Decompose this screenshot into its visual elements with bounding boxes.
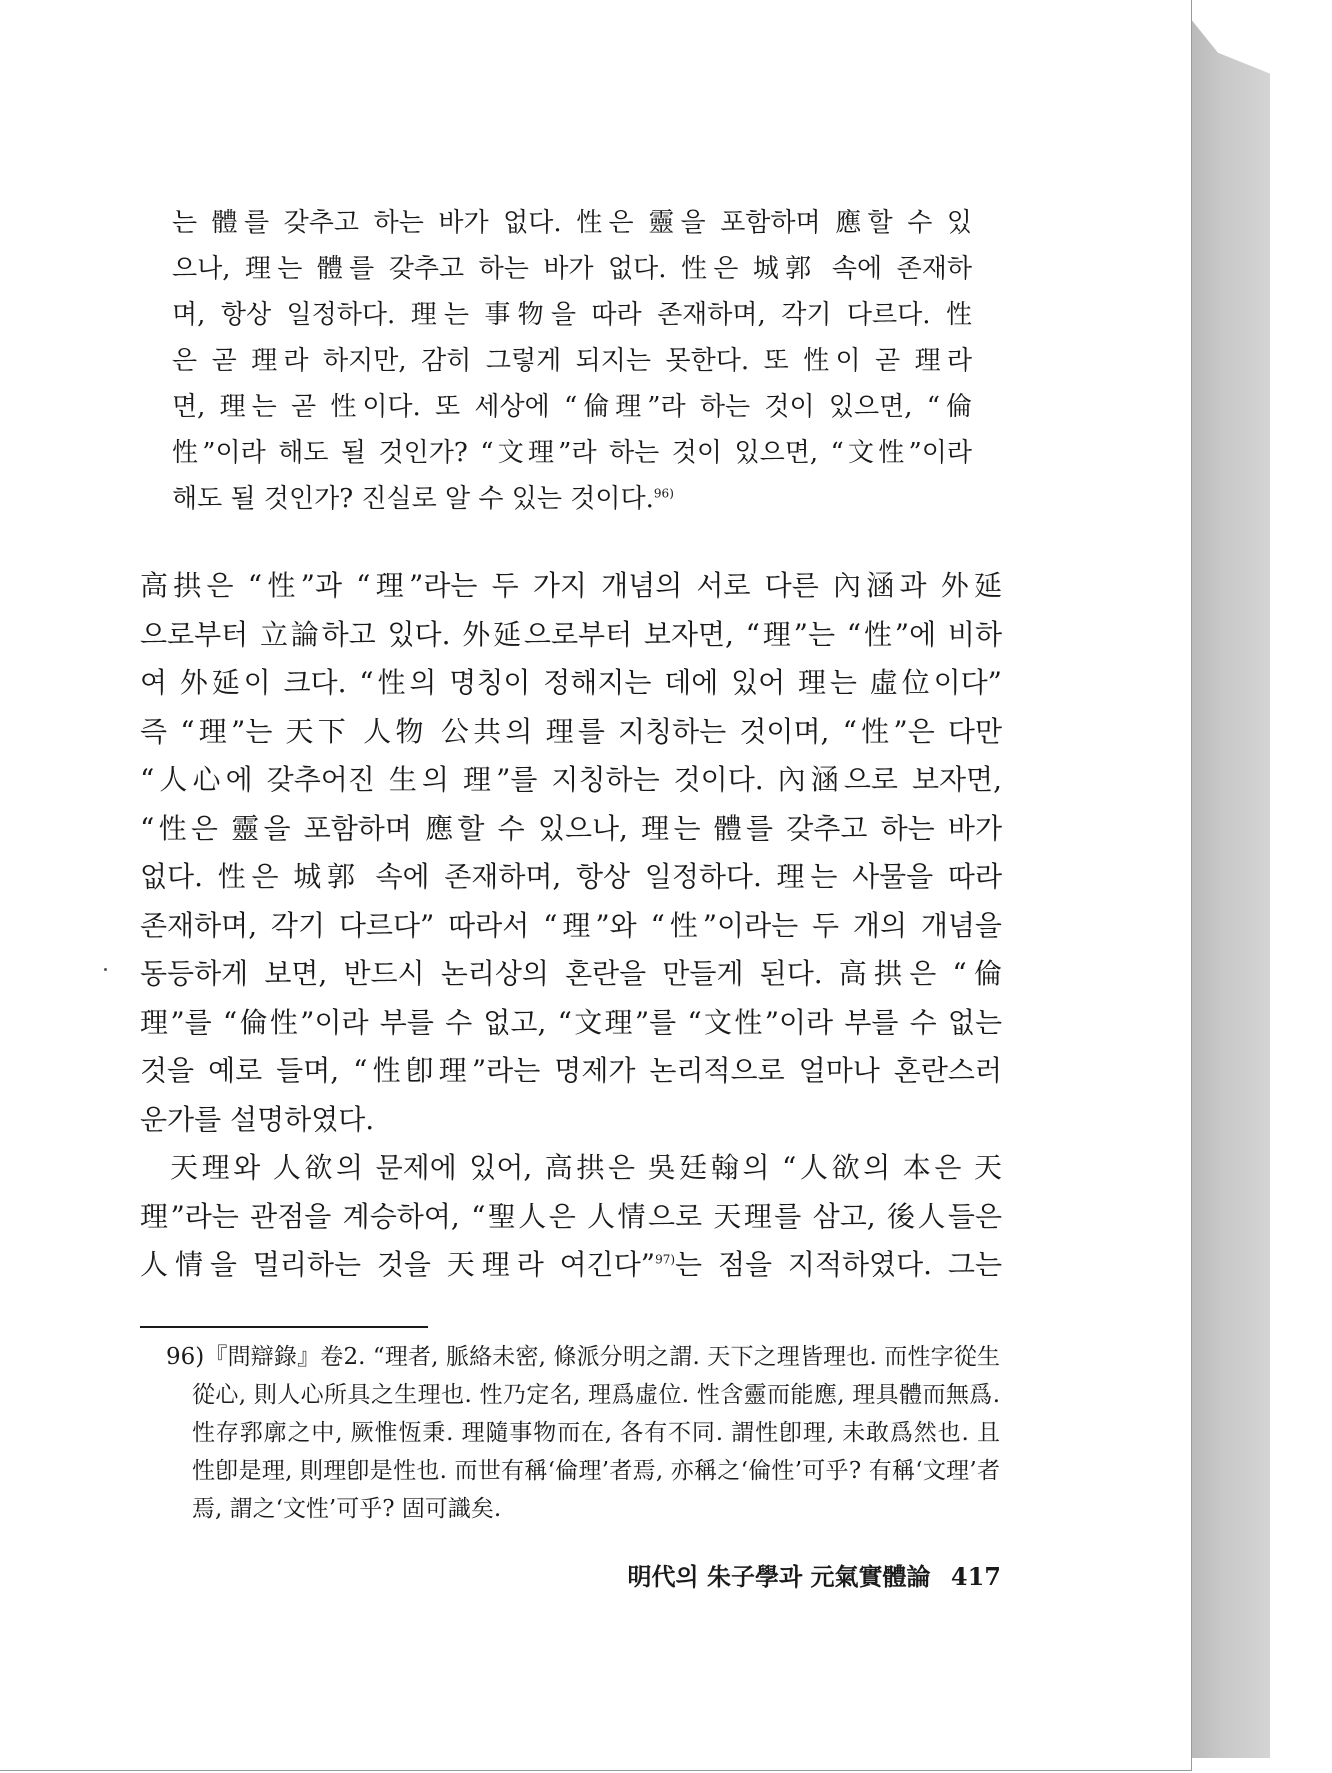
body-line: 여 外延이 크다. “性의 명칭이 정해지는 데에 있어 理는 虛位이다” xyxy=(140,666,1002,699)
footnote-marker: 96) xyxy=(653,486,674,501)
quote-line: 는 體를 갖추고 하는 바가 없다. 性은 靈을 포함하며 應할 수 있 xyxy=(172,208,972,238)
quote-line: 性”이라 해도 될 것인가? “文理”라 하는 것이 있으면, “文性”이라 xyxy=(172,438,972,468)
body-line: “性은 靈을 포함하며 應할 수 있으나, 理는 體를 갖추고 하는 바가 xyxy=(140,811,1002,845)
footnote-line: 性存郛廓之中, 厥惟恆秉. 理隨事物而在, 各有不同. 謂性卽理, 未敢爲然也. 且 xyxy=(192,1420,1000,1446)
running-footer-title: 明代의 朱子學과 元氣實體論 xyxy=(627,1562,931,1591)
quote-line: 으나, 理는 體를 갖추고 하는 바가 없다. 性은 城郭 속에 존재하 xyxy=(172,254,972,284)
body-line xyxy=(140,1241,1002,1290)
body-line: 高拱은 “性”과 “理”라는 두 가지 개념의 서로 다른 內涵과 外延 xyxy=(140,569,1002,602)
stray-mark xyxy=(104,968,107,971)
footnote-line: 焉, 謂之‘文性’可乎? 固可識矣. xyxy=(192,1496,502,1522)
body-line: 즉 “理”는 天下 人物 公共의 理를 지칭하는 것이며, “性”은 다만 xyxy=(140,714,1002,748)
footnote-line: 從心, 則人心所具之生理也. 性乃定名, 理爲虛位. 性含靈而能應, 理具體而無爲. xyxy=(192,1382,1000,1408)
footnote xyxy=(166,1338,1000,1528)
body-line: 없다. 性은 城郭 속에 존재하며, 항상 일정하다. 理는 사물을 따라 xyxy=(140,860,1002,893)
footnote-line: 性卽是理, 則理卽是性也. 而世有稱‘倫理’者焉, 亦稱之‘倫性’可乎? 有稱‘文理’者 xyxy=(192,1458,1000,1484)
body-line: 理”를 “倫性”이라 부를 수 없고, “文理”를 “文性”이라 부를 수 없는 xyxy=(140,1005,1002,1039)
footnote-line: 96)『問辯錄』卷2. “理者, 脈絡未密, 條派分明之謂. 天下之理皆理也. 而性字從生 xyxy=(166,1344,1000,1370)
body-line: 으로부터 立論하고 있다. 外延으로부터 보자면, “理”는 “性”에 비하 xyxy=(140,617,1002,651)
body-line-text: 는 점을 지적하였다. 그는 xyxy=(675,1248,1002,1281)
quote-line: 면, 理는 곧 性이다. 또 세상에 “倫理”라 하는 것이 있으면, “倫 xyxy=(172,392,972,422)
body-line: 天理와 人欲의 문제에 있어, 高拱은 吳廷翰의 “人欲의 本은 天 xyxy=(170,1151,1002,1184)
quote-line: 은 곧 理라 하지만, 감히 그렇게 되지는 못한다. 또 性이 곧 理라 xyxy=(172,346,972,376)
quote-line xyxy=(172,476,972,522)
body-line-text: 人情을 멀리하는 것을 天理라 여긴다” xyxy=(140,1248,656,1281)
body-line: 理”라는 관점을 계승하여, “聖人은 人情으로 天理를 삼고, 後人들은 xyxy=(140,1199,1002,1233)
quote-line-text: 해도 될 것인가? 진실로 알 수 있는 것이다. xyxy=(172,484,654,514)
quote-line: 며, 항상 일정하다. 理는 事物을 따라 존재하며, 각기 다르다. 性 xyxy=(172,300,972,330)
body-line: 운가를 설명하였다. xyxy=(140,1102,375,1136)
block-quote xyxy=(172,200,972,522)
running-footer xyxy=(627,1557,1001,1592)
body-line: 동등하게 보면, 반드시 논리상의 혼란을 만들게 된다. 高拱은 “倫 xyxy=(140,957,1002,990)
page-number: 417 xyxy=(950,1562,1001,1591)
body-line: 것을 예로 들며, “性卽理”라는 명제가 논리적으로 얼마나 혼란스러 xyxy=(140,1054,1002,1087)
footnote-marker: 97) xyxy=(655,1252,676,1267)
body-text xyxy=(140,562,1002,1290)
body-line: “人心에 갖추어진 生의 理”를 지칭하는 것이다. 內涵으로 보자면, xyxy=(140,763,1002,796)
footnote-separator xyxy=(140,1326,428,1328)
book-page-edge xyxy=(1190,18,1270,1758)
body-line: 존재하며, 각기 다르다” 따라서 “理”와 “性”이라는 두 개의 개념을 xyxy=(140,908,1002,942)
